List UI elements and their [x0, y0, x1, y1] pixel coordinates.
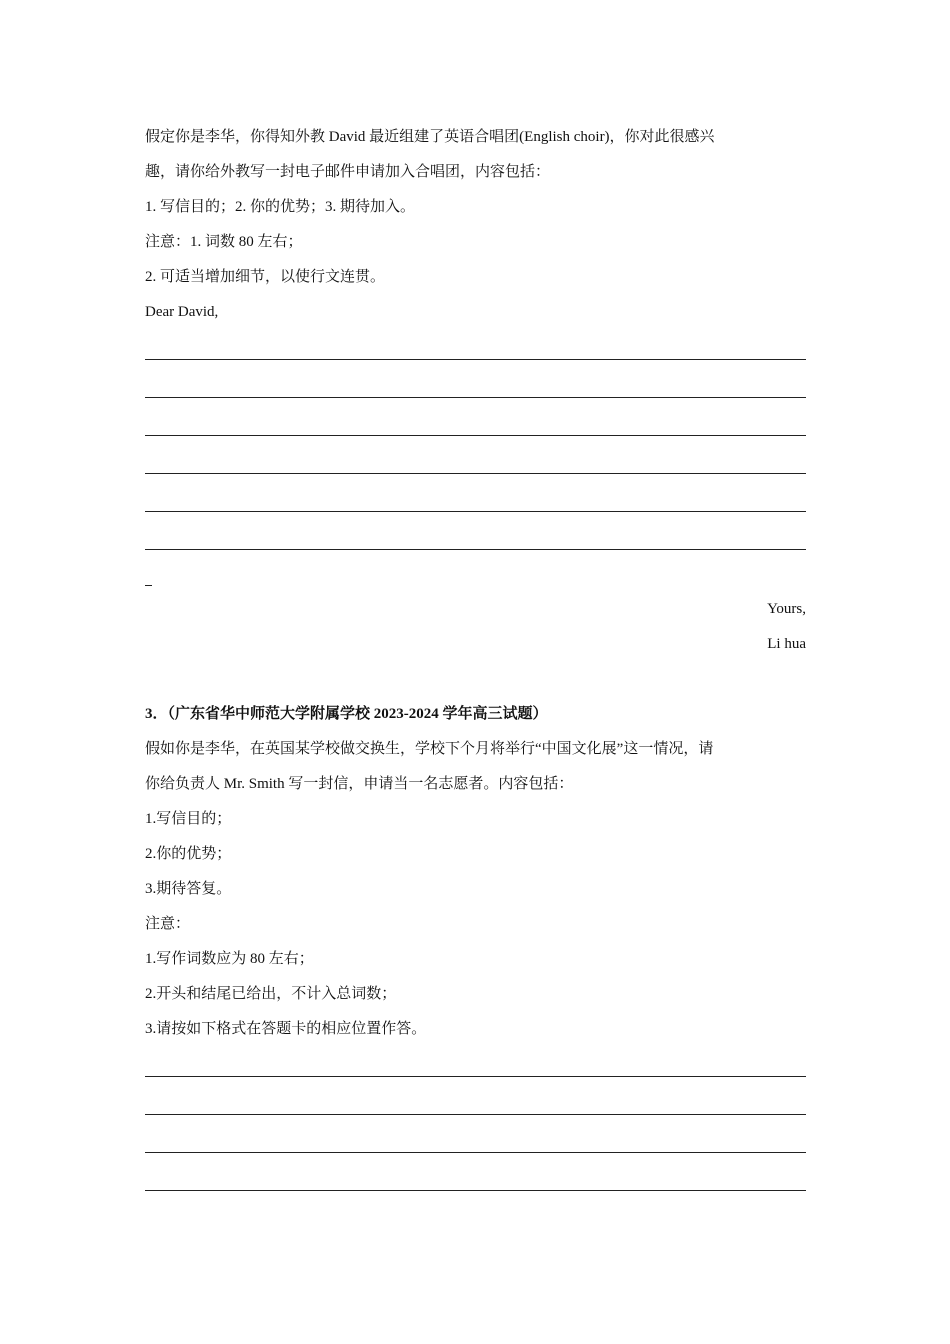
q3-note-label: 注意： — [145, 916, 191, 932]
q3-answer-line-4 — [145, 1165, 806, 1203]
q2-signature: Li hua — [767, 636, 806, 652]
q2-note-1: 注意：1. 词数 80 左右； — [145, 234, 303, 250]
q3-point-1: 1.写信目的； — [145, 811, 232, 827]
q3-note-2: 2.开头和结尾已给出，不计入总词数； — [145, 986, 397, 1002]
q2-prompt-line-2: 趣，请你给外教写一封电子邮件申请加入合唱团，内容包括： — [145, 164, 551, 180]
q3-note-3: 3.请按如下格式在答题卡的相应位置作答。 — [145, 1021, 427, 1037]
q3-answer-line-2 — [145, 1089, 806, 1127]
q3-point-3: 3.期待答复。 — [145, 881, 232, 897]
q2-note-2: 2. 可适当增加细节，以使行文连贯。 — [145, 269, 386, 285]
q2-answer-line-3 — [145, 410, 806, 448]
q3-answer-line-3 — [145, 1127, 806, 1165]
q3-heading: 3．（广东省华中师范大学附属学校 2023-2024 学年高三试题） — [145, 706, 548, 722]
q3-note-1: 1.写作词数应为 80 左右； — [145, 951, 314, 967]
q2-answer-line-2 — [145, 372, 806, 410]
q2-answer-line-6 — [145, 524, 806, 562]
document-page — [145, 124, 806, 1203]
q3-prompt-line-2: 你给负责人 Mr. Smith 写一封信，申请当一名志愿者。内容包括： — [145, 776, 574, 792]
section-gap — [145, 666, 806, 701]
q2-answer-line-5 — [145, 486, 806, 524]
q2-answer-line-end — [145, 562, 806, 596]
q2-prompt-line-1: 假定你是李华，你得知外教 David 最近组建了英语合唱团(English choir)，你对此很感兴 — [145, 129, 715, 145]
q2-content-points: 1. 写信目的；2. 你的优势；3. 期待加入。 — [145, 199, 416, 215]
q3-prompt-line-1: 假如你是李华，在英国某学校做交换生，学校下个月将举行“中国文化展”这一情况，请 — [145, 741, 714, 757]
q2-answer-line-4 — [145, 448, 806, 486]
q2-answer-line-1 — [145, 334, 806, 372]
q3-point-2: 2.你的优势； — [145, 846, 232, 862]
q2-closing: Yours, — [767, 601, 806, 617]
q2-salutation: Dear David, — [145, 304, 219, 320]
q3-answer-line-1 — [145, 1051, 806, 1089]
